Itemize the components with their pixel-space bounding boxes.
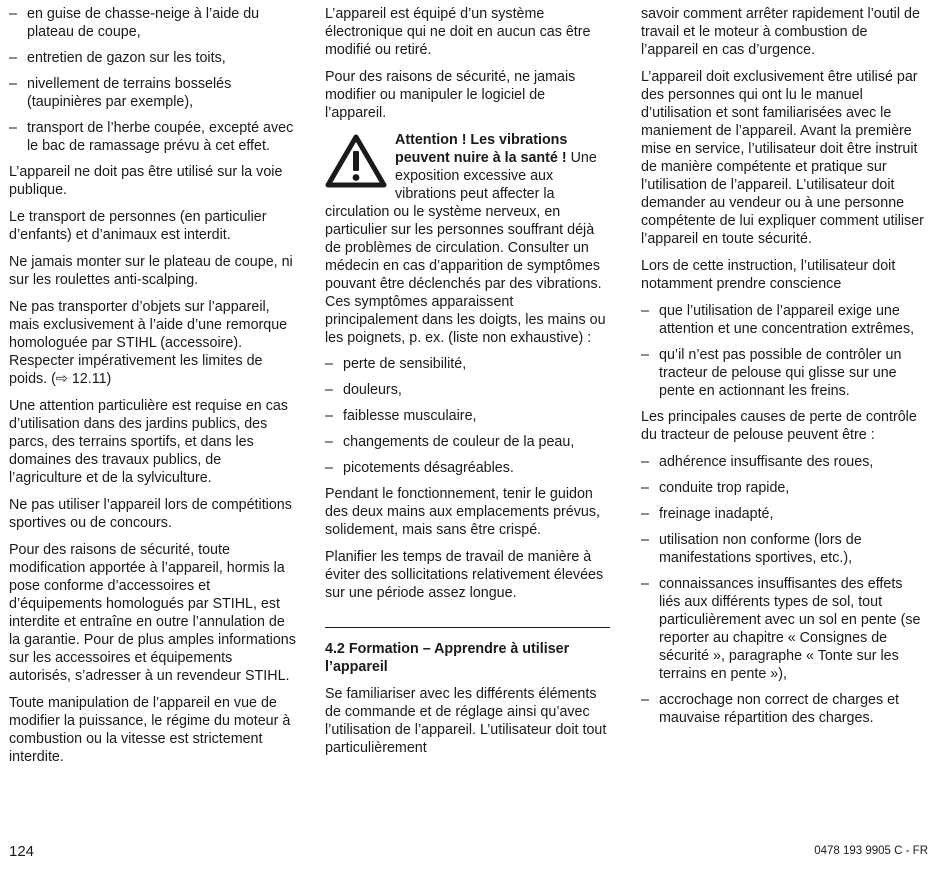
list-item: – freinage inadapté, [641,506,774,522]
paragraph: Lors de cette instruction, l’utilisateur doit notamment prendre conscience [641,258,896,292]
list-item: – douleurs, [325,382,402,398]
paragraph: Les principales causes de perte de contrôle du tracteur de pelouse peuvent être : [641,409,917,443]
paragraph: Pour des raisons de sécurité, toute modification apportée à l’appareil, hormis la pose conforme d’accessoires et d’équipements homologués par STIHL, est interdite et entraîne en outre l’annulation de la garantie. Pour de plus amples informations sur les accessoires et équipements autorisés, s’adresser à un revendeur STIHL. [9,542,296,684]
list-item: – en guise de chasse-neige à l’aide du plateau de coupe, [9,6,260,40]
list-item: – entretien de gazon sur les toits, [9,50,226,66]
list-item: – changements de couleur de la peau, [325,434,575,450]
paragraph: L’appareil ne doit pas être utilisé sur la voie publique. [9,164,283,198]
warning-text-2: Ces symptômes apparaissent principalement dans les doigts, les mains ou les poignets, p. ex. (liste non exhaustive) : [325,294,606,346]
document-code: 0478 193 9905 C - FR [814,845,928,857]
list-item: – transport de l’herbe coupée, excepté avec le bac de ramassage prévu à cet effet. [9,120,294,154]
section-heading: 4.2 Formation – Apprendre à utiliser l’appareil [325,641,570,675]
list-item: – faiblesse musculaire, [325,408,477,424]
paragraph: Le transport de personnes (en particulier d’enfants) et d’animaux est interdit. [9,209,267,243]
list-item: – que l’utilisation de l’appareil exige une attention et une concentration extrêmes, [641,303,915,337]
list-item: – adhérence insuffisante des roues, [641,454,874,470]
column-1 [9,5,296,775]
list-item: – accrochage non correct de charges et mauvaise répartition des charges. [641,692,900,726]
warning-text: Une exposition excessive aux vibrations peut affecter la circulation ou le système nerveux, en particulier sur les personnes souffrant déjà de problèmes de circulation. Consulter un médecin en cas d’apparition de symptômes pouvant être déclenchés par des vibrations. [325,150,602,292]
list-item: – conduite trop rapide, [641,480,790,496]
column-3 [641,5,926,735]
list-item: – utilisation non conforme (lors de manifestations sportives, etc.), [641,532,862,566]
warning-title: Attention ! Les vibrations peuvent nuire à la santé ! [395,132,568,166]
paragraph: savoir comment arrêter rapidement l’outil de travail et le moteur à combustion de l’appareil en cas d’urgence. [641,6,920,58]
column-2 [325,5,610,766]
paragraph: Une attention particulière est requise en cas d’utilisation dans des jardins publics, des parcs, des terrains sportifs, et dans les domaines des travaux publics, de l’agriculture et de la sylviculture. [9,398,288,486]
vibration-warning [325,131,610,347]
list-item: – picotements désagréables. [325,460,514,476]
paragraph: Toute manipulation de l’appareil en vue de modifier la puissance, le régime du moteur à combustion ou la vitesse est strictement interdite. [9,695,291,765]
section-divider [325,627,610,628]
paragraph: L’appareil est équipé d’un système électronique qui ne doit en aucun cas être modifié ou retiré. [325,6,591,58]
list-item: – nivellement de terrains bosselés (taupinières par exemple), [9,76,232,110]
paragraph: Se familiariser avec les différents éléments de commande et de réglage ainsi qu’avec l’utilisation de l’appareil. L’utilisateur doit tout particulièrement [325,686,607,756]
paragraph: Pendant le fonctionnement, tenir le guidon des deux mains aux emplacements prévus, solidement, mais sans être crispé. [325,486,600,538]
paragraph: Pour des raisons de sécurité, ne jamais modifier ou manipuler le logiciel de l’appareil. [325,69,576,121]
paragraph: Planifier les temps de travail de manière à éviter des sollicitations relativement élevées sur une période assez longue. [325,549,604,601]
list-item: – perte de sensibilité, [325,356,467,372]
page-number: 124 [9,843,35,860]
list-item: – qu’il n’est pas possible de contrôler un tracteur de pelouse qui glisse sur une pente en actionnant les freins. [641,347,902,399]
list-item: – connaissances insuffisantes des effets liés aux différents types de sol, tout particulièrement avec un sol en pente (se reporter au chapitre « Consignes de sécurité », paragraphe « Tonte sur les terrains en pente »), [641,576,921,682]
paragraph: Ne pas utiliser l’appareil lors de compétitions sportives ou de concours. [9,497,292,531]
warning-triangle-icon [325,133,387,189]
paragraph: L’appareil doit exclusivement être utilisé par des personnes qui ont lu le manuel d’utilisation et sont familiarisées avec le maniement de l’appareil. Avant la première mise en service, l’utilisateur doit être instruit de manière compétente et pratique sur l’utilisation de l’appareil. L’utilisateur doit demander au vendeur ou à une personne compétente de lui expliquer comment utiliser l’appareil en toute sécurité. [641,69,924,247]
paragraph: Ne pas transporter d’objets sur l’appareil, mais exclusivement à l’aide d’une remorque homologuée par STIHL (accessoire). Respecter impérativement les limites de poids. (⇨ 12.11) [9,299,288,387]
paragraph: Ne jamais monter sur le plateau de coupe, ni sur les roulettes anti-scalping. [9,254,293,288]
